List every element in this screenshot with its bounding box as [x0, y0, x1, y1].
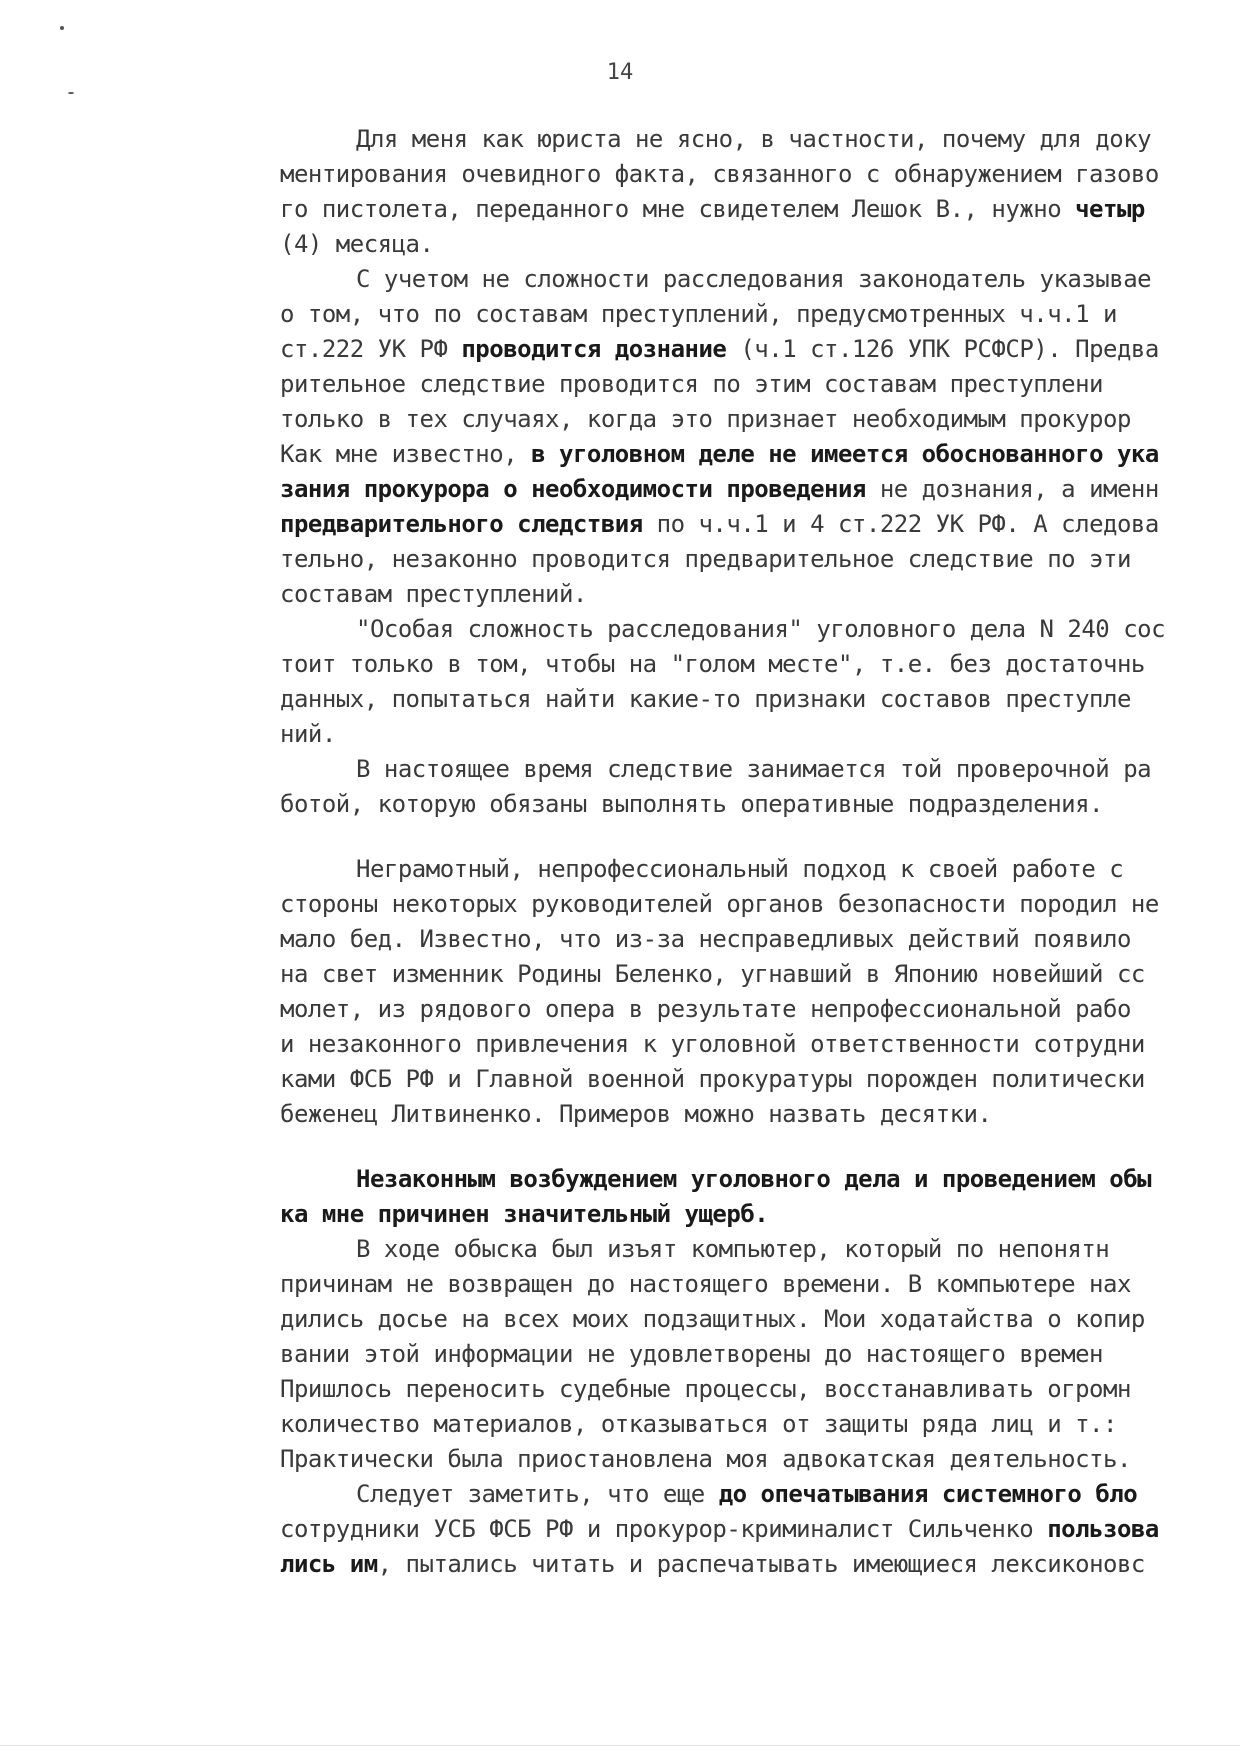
paragraph — [280, 262, 1220, 612]
text-line — [280, 1267, 1220, 1302]
text-run: го пистолета, переданного мне свидетелем Лешок В., нужно — [280, 195, 1076, 223]
bold-text-run: в уголовном деле не имеется обоснованного ука — [531, 440, 1159, 468]
text-line — [280, 992, 1220, 1027]
text-run: Пришлось переносить судебные процессы, восстанавливать огромн — [280, 1375, 1131, 1403]
text-run: ками ФСБ РФ и Главной военной прокуратуры порожден политически — [280, 1065, 1145, 1093]
text-line — [280, 1097, 1220, 1132]
text-line — [280, 227, 1220, 262]
bold-text-run: зания прокурора о необходимости проведения — [280, 475, 866, 503]
text-run: ний. — [280, 720, 336, 748]
text-line — [280, 682, 1220, 717]
paragraph — [280, 1162, 1220, 1477]
text-line — [280, 717, 1220, 752]
text-run: сотрудники УСБ ФСБ РФ и прокурор-криминалист Сильченко — [280, 1515, 1048, 1543]
text-run: (4) месяца. — [280, 230, 434, 258]
text-run: стороны некоторых руководителей органов безопасности породил не — [280, 890, 1159, 918]
text-line — [280, 262, 1220, 297]
text-run: ботой, которую обязаны выполнять оперативные подразделения. — [280, 790, 1104, 818]
page-number: 14 — [606, 60, 634, 85]
text-line — [280, 122, 1220, 157]
text-run: Как мне известно, — [280, 440, 532, 468]
text-line — [280, 1302, 1220, 1337]
text-line — [280, 1442, 1220, 1477]
text-run: тельно, незаконно проводится предварительное следствие по эти — [280, 545, 1131, 573]
bold-text-run: четыр — [1075, 195, 1145, 223]
text-line — [280, 787, 1220, 822]
text-run: В настоящее время следствие занимается той проверочной ра — [356, 755, 1152, 783]
text-line — [280, 612, 1220, 647]
paragraph-gap — [280, 822, 1220, 852]
text-line — [280, 1027, 1220, 1062]
text-run: молет, из рядового опера в результате непрофессиональной рабо — [280, 995, 1131, 1023]
text-line — [280, 157, 1220, 192]
text-line — [280, 297, 1220, 332]
text-line — [280, 507, 1220, 542]
text-line — [280, 332, 1220, 367]
text-line — [280, 1337, 1220, 1372]
text-run: С учетом не сложности расследования законодатель указывае — [356, 265, 1152, 293]
text-line — [280, 1197, 1220, 1232]
text-run: причинам не возвращен до настоящего времени. В компьютере нах — [280, 1270, 1131, 1298]
paragraph — [280, 1477, 1220, 1582]
bold-text-run: ка мне причинен значительный ущерб. — [280, 1200, 769, 1228]
text-line — [280, 367, 1220, 402]
text-line — [280, 957, 1220, 992]
text-line — [280, 1232, 1220, 1267]
text-line — [280, 192, 1220, 227]
text-line — [280, 577, 1220, 612]
bold-text-run: проводится дознание — [461, 335, 727, 363]
text-line — [280, 1062, 1220, 1097]
text-run: количество материалов, отказываться от защиты ряда лиц и т.: — [280, 1410, 1117, 1438]
text-line — [280, 1407, 1220, 1442]
document-body — [280, 122, 1220, 1582]
text-run: не дознания, а именн — [865, 475, 1159, 503]
text-run: беженец Литвиненко. Примеров можно назвать десятки. — [280, 1100, 992, 1128]
text-run: Для меня как юриста не ясно, в частности, почему для доку — [356, 125, 1152, 153]
text-run: на свет изменник Родины Беленко, угнавший в Японию новейший сс — [280, 960, 1145, 988]
text-run: тоит только в том, чтобы на "голом месте", т.е. без достаточнь — [280, 650, 1145, 678]
paragraph — [280, 752, 1220, 822]
paragraph-gap — [280, 1132, 1220, 1162]
text-run: составам преступлений. — [280, 580, 587, 608]
text-line — [280, 542, 1220, 577]
text-run: (ч.1 ст.126 УПК РСФСР). Предва — [726, 335, 1159, 363]
bold-text-run: пользова — [1047, 1515, 1159, 1543]
text-line — [280, 472, 1220, 507]
text-run: , пытались читать и распечатывать имеющиеся лексиконовс — [377, 1550, 1145, 1578]
text-line — [280, 437, 1220, 472]
text-line — [280, 1512, 1220, 1547]
text-run: Следует заметить, что еще — [356, 1480, 719, 1508]
bold-text-run: до опечатывания системного бло — [718, 1480, 1138, 1508]
text-run: по ч.ч.1 и 4 ст.222 УК РФ. А следова — [642, 510, 1159, 538]
text-run: ст.222 УК РФ — [280, 335, 462, 363]
text-line — [280, 402, 1220, 437]
text-run: только в тех случаях, когда это признает необходимым прокурор — [280, 405, 1131, 433]
text-line — [280, 1162, 1220, 1197]
paragraph — [280, 852, 1220, 1132]
text-run: Практически была приостановлена моя адвокатская деятельность. — [280, 1445, 1131, 1473]
text-line — [280, 922, 1220, 957]
bold-text-run: лись им — [280, 1550, 378, 1578]
text-run: дились досье на всех моих подзащитных. Мои ходатайства о копир — [280, 1305, 1145, 1333]
text-line — [280, 887, 1220, 922]
text-run: о том, что по составам преступлений, предусмотренных ч.ч.1 и — [280, 300, 1117, 328]
scan-speck — [60, 26, 64, 30]
text-line — [280, 1547, 1220, 1582]
text-line — [280, 752, 1220, 787]
paragraph — [280, 122, 1220, 262]
text-run: В ходе обыска был изъят компьютер, который по непонятн — [356, 1235, 1110, 1263]
bold-text-run: предварительного следствия — [280, 510, 643, 538]
text-run: ментирования очевидного факта, связанного с обнаружением газово — [280, 160, 1159, 188]
text-run: и незаконного привлечения к уголовной ответственности сотрудни — [280, 1030, 1145, 1058]
text-run: вании этой информации не удовлетворены до настоящего времен — [280, 1340, 1104, 1368]
text-line — [280, 1477, 1220, 1512]
text-run: "Особая сложность расследования" уголовного дела N 240 сос — [356, 615, 1166, 643]
scan-edge — [0, 1745, 1240, 1746]
text-run: данных, попытаться найти какие-то признаки составов преступле — [280, 685, 1131, 713]
text-run: рительное следствие проводится по этим составам преступлени — [280, 370, 1104, 398]
scan-speck — [68, 92, 74, 94]
text-run: Неграмотный, непрофессиональный подход к своей работе с — [356, 855, 1124, 883]
paragraph — [280, 612, 1220, 752]
text-run: мало бед. Известно, что из-за несправедливых действий появило — [280, 925, 1131, 953]
text-line — [280, 1372, 1220, 1407]
text-line — [280, 852, 1220, 887]
text-line — [280, 647, 1220, 682]
bold-text-run: Незаконным возбуждением уголовного дела и проведением обы — [356, 1165, 1152, 1193]
